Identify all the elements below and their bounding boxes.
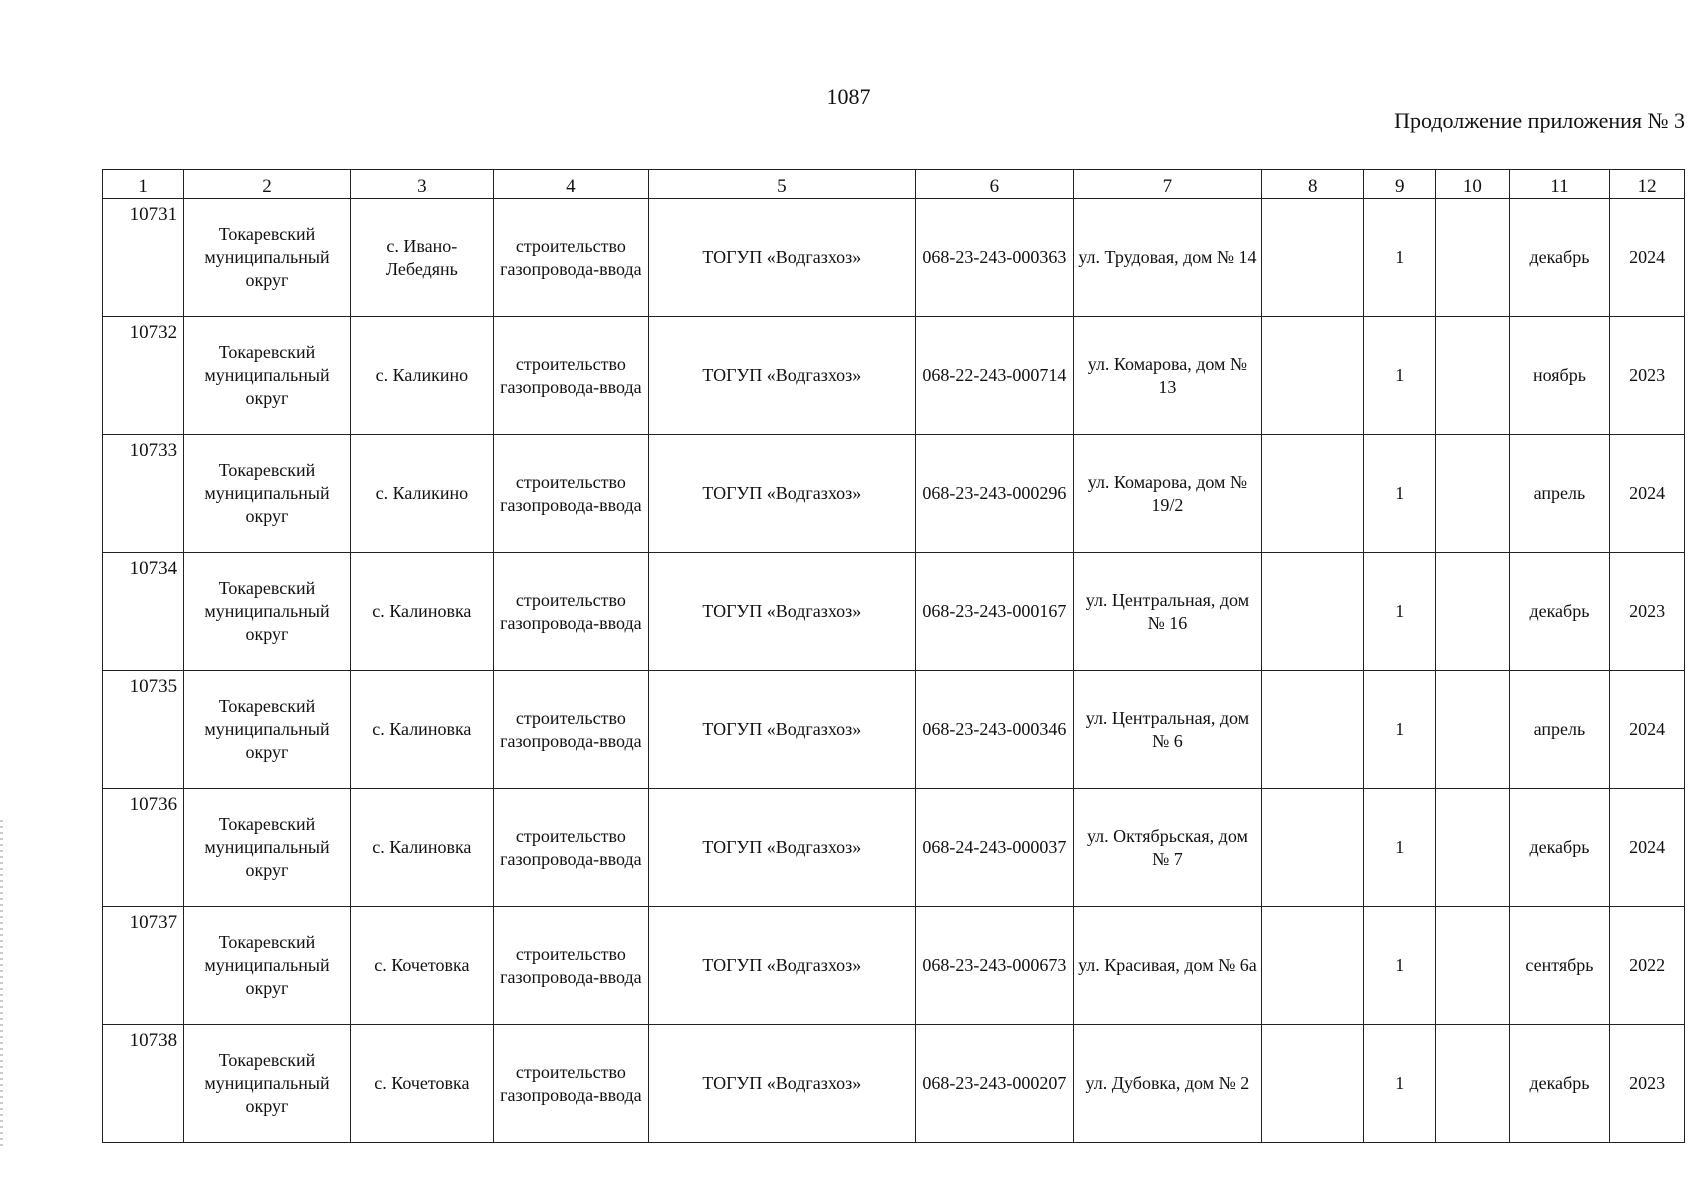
month-cell: сентябрь <box>1509 907 1609 1025</box>
row-number: 10737 <box>103 907 184 1025</box>
address-cell: ул. Центральная, дом № 16 <box>1073 553 1261 671</box>
col-8-cell <box>1261 317 1364 435</box>
col-8-cell <box>1261 435 1364 553</box>
settlement-cell: с. Калиновка <box>350 553 493 671</box>
year-cell: 2024 <box>1610 671 1685 789</box>
code-cell: 068-23-243-000296 <box>915 435 1073 553</box>
row-number: 10732 <box>103 317 184 435</box>
header-col-4: 4 <box>493 170 648 199</box>
district-cell: Токаревский муниципальный округ <box>184 553 351 671</box>
settlement-cell: с. Калиновка <box>350 789 493 907</box>
col-8-cell <box>1261 199 1364 317</box>
settlement-cell: с. Калиновка <box>350 671 493 789</box>
organization-cell: ТОГУП «Водгазхоз» <box>648 553 915 671</box>
row-number: 10731 <box>103 199 184 317</box>
settlement-cell: с. Каликино <box>350 435 493 553</box>
header-col-12: 12 <box>1610 170 1685 199</box>
organization-cell: ТОГУП «Водгазхоз» <box>648 199 915 317</box>
header-col-3: 3 <box>350 170 493 199</box>
organization-cell: ТОГУП «Водгазхоз» <box>648 907 915 1025</box>
code-cell: 068-23-243-000207 <box>915 1025 1073 1143</box>
row-number: 10735 <box>103 671 184 789</box>
count-cell: 1 <box>1364 907 1436 1025</box>
month-cell: апрель <box>1509 435 1609 553</box>
work-type-cell: строительство газопровода-ввода <box>493 435 648 553</box>
month-cell: апрель <box>1509 671 1609 789</box>
code-cell: 068-24-243-000037 <box>915 789 1073 907</box>
table-row <box>103 907 1685 1025</box>
count-cell: 1 <box>1364 199 1436 317</box>
settlement-cell: с. Кочетовка <box>350 907 493 1025</box>
month-cell: декабрь <box>1509 553 1609 671</box>
district-cell: Токаревский муниципальный округ <box>184 907 351 1025</box>
table-row <box>103 671 1685 789</box>
col-10-cell <box>1436 1025 1510 1143</box>
col-8-cell <box>1261 789 1364 907</box>
code-cell: 068-23-243-000673 <box>915 907 1073 1025</box>
month-cell: декабрь <box>1509 789 1609 907</box>
count-cell: 1 <box>1364 1025 1436 1143</box>
organization-cell: ТОГУП «Водгазхоз» <box>648 317 915 435</box>
scan-edge-artifact <box>0 820 3 1150</box>
organization-cell: ТОГУП «Водгазхоз» <box>648 789 915 907</box>
table-row <box>103 435 1685 553</box>
settlement-cell: с. Ивано-Лебедянь <box>350 199 493 317</box>
col-8-cell <box>1261 671 1364 789</box>
col-10-cell <box>1436 553 1510 671</box>
col-10-cell <box>1436 317 1510 435</box>
header-col-10: 10 <box>1436 170 1510 199</box>
month-cell: декабрь <box>1509 199 1609 317</box>
table-row <box>103 789 1685 907</box>
address-cell: ул. Красивая, дом № 6а <box>1073 907 1261 1025</box>
col-8-cell <box>1261 1025 1364 1143</box>
year-cell: 2023 <box>1610 1025 1685 1143</box>
month-cell: ноябрь <box>1509 317 1609 435</box>
count-cell: 1 <box>1364 671 1436 789</box>
district-cell: Токаревский муниципальный округ <box>184 1025 351 1143</box>
code-cell: 068-23-243-000167 <box>915 553 1073 671</box>
col-10-cell <box>1436 907 1510 1025</box>
address-cell: ул. Центральная, дом № 6 <box>1073 671 1261 789</box>
address-cell: ул. Октябрьская, дом № 7 <box>1073 789 1261 907</box>
header-col-1: 1 <box>103 170 184 199</box>
count-cell: 1 <box>1364 435 1436 553</box>
work-type-cell: строительство газопровода-ввода <box>493 199 648 317</box>
row-number: 10736 <box>103 789 184 907</box>
year-cell: 2024 <box>1610 199 1685 317</box>
col-10-cell <box>1436 671 1510 789</box>
year-cell: 2023 <box>1610 317 1685 435</box>
settlement-cell: с. Кочетовка <box>350 1025 493 1143</box>
work-type-cell: строительство газопровода-ввода <box>493 671 648 789</box>
table-row <box>103 553 1685 671</box>
col-8-cell <box>1261 553 1364 671</box>
appendix-note: Продолжение приложения № 3 <box>1394 108 1685 133</box>
code-cell: 068-22-243-000714 <box>915 317 1073 435</box>
year-cell: 2022 <box>1610 907 1685 1025</box>
address-cell: ул. Комарова, дом № 13 <box>1073 317 1261 435</box>
district-cell: Токаревский муниципальный округ <box>184 317 351 435</box>
settlement-cell: с. Каликино <box>350 317 493 435</box>
row-number: 10733 <box>103 435 184 553</box>
district-cell: Токаревский муниципальный округ <box>184 671 351 789</box>
col-10-cell <box>1436 199 1510 317</box>
count-cell: 1 <box>1364 317 1436 435</box>
count-cell: 1 <box>1364 789 1436 907</box>
col-10-cell <box>1436 435 1510 553</box>
header-col-2: 2 <box>184 170 351 199</box>
year-cell: 2024 <box>1610 435 1685 553</box>
district-cell: Токаревский муниципальный округ <box>184 199 351 317</box>
header-col-6: 6 <box>915 170 1073 199</box>
page-number: 1087 <box>826 84 871 109</box>
register-table <box>102 169 1685 1143</box>
work-type-cell: строительство газопровода-ввода <box>493 1025 648 1143</box>
organization-cell: ТОГУП «Водгазхоз» <box>648 1025 915 1143</box>
work-type-cell: строительство газопровода-ввода <box>493 789 648 907</box>
header-col-9: 9 <box>1364 170 1436 199</box>
month-cell: декабрь <box>1509 1025 1609 1143</box>
count-cell: 1 <box>1364 553 1436 671</box>
work-type-cell: строительство газопровода-ввода <box>493 553 648 671</box>
organization-cell: ТОГУП «Водгазхоз» <box>648 435 915 553</box>
work-type-cell: строительство газопровода-ввода <box>493 907 648 1025</box>
district-cell: Токаревский муниципальный округ <box>184 435 351 553</box>
row-number: 10738 <box>103 1025 184 1143</box>
address-cell: ул. Комарова, дом № 19/2 <box>1073 435 1261 553</box>
year-cell: 2023 <box>1610 553 1685 671</box>
header-row <box>103 170 1685 199</box>
code-cell: 068-23-243-000363 <box>915 199 1073 317</box>
table-row <box>103 317 1685 435</box>
code-cell: 068-23-243-000346 <box>915 671 1073 789</box>
table-row <box>103 199 1685 317</box>
header-col-8: 8 <box>1261 170 1364 199</box>
header-col-7: 7 <box>1073 170 1261 199</box>
work-type-cell: строительство газопровода-ввода <box>493 317 648 435</box>
row-number: 10734 <box>103 553 184 671</box>
year-cell: 2024 <box>1610 789 1685 907</box>
col-8-cell <box>1261 907 1364 1025</box>
address-cell: ул. Трудовая, дом № 14 <box>1073 199 1261 317</box>
address-cell: ул. Дубовка, дом № 2 <box>1073 1025 1261 1143</box>
table-row <box>103 1025 1685 1143</box>
col-10-cell <box>1436 789 1510 907</box>
header-col-5: 5 <box>648 170 915 199</box>
organization-cell: ТОГУП «Водгазхоз» <box>648 671 915 789</box>
header-col-11: 11 <box>1509 170 1609 199</box>
district-cell: Токаревский муниципальный округ <box>184 789 351 907</box>
